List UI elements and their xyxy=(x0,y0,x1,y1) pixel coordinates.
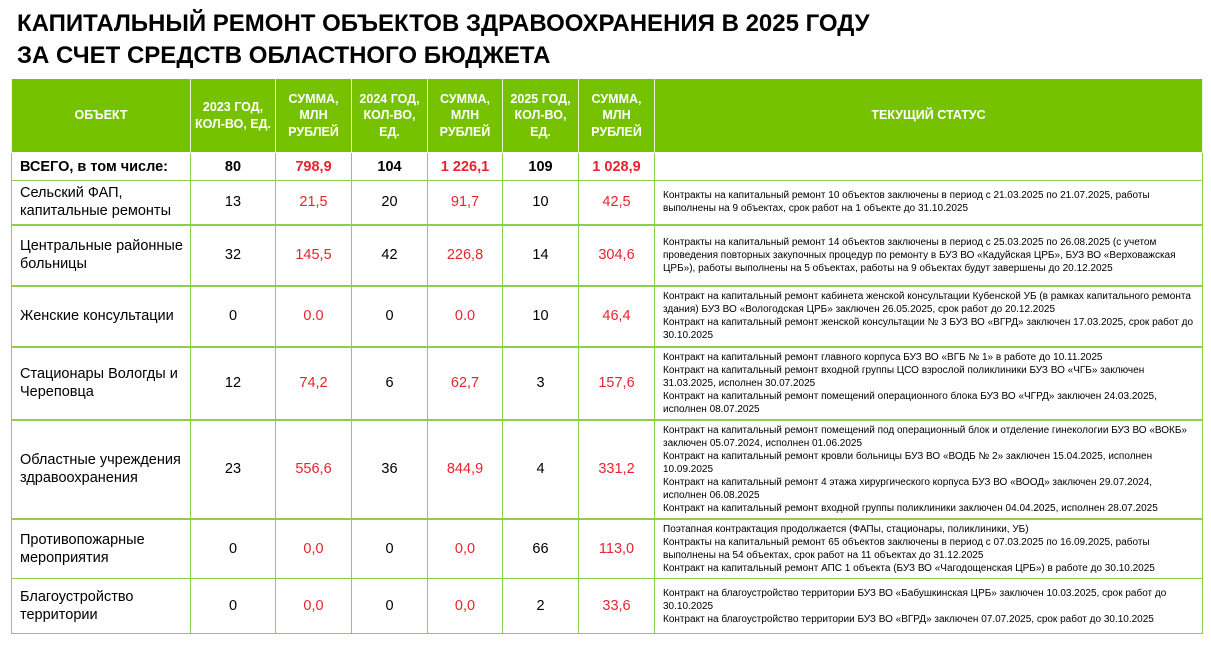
cell-object: Центральные районные больницы xyxy=(12,225,191,286)
cell-qty-2024: 36 xyxy=(352,420,428,519)
status-line: Контракт на капитальный ремонт 4 этажа хирургического корпуса БУЗ ВО «ВООД» заключен 29.07.2024, исполнен 06.08.2025 xyxy=(663,476,1153,501)
cell-qty-2024: 0 xyxy=(352,519,428,579)
header-sum-2023: СУММА, МЛН РУБЛЕЙ xyxy=(276,79,352,153)
cell-sum-2024: 0,0 xyxy=(428,579,503,634)
header-object: ОБЪЕКТ xyxy=(12,79,191,153)
cell-sum-2025: 113,0 xyxy=(579,519,655,579)
status-line: Контракт на капитальный ремонт входной группы ЦСО взрослой поликлиники БУЗ ВО «ЧГБ» заключен 31.03.2025, исполнен 30.07.2025 xyxy=(663,364,1145,389)
cell-status xyxy=(655,420,1203,519)
table-row xyxy=(12,181,1203,225)
cell-object: Стационары Вологды и Череповца xyxy=(12,347,191,420)
cell-qty-2023: 13 xyxy=(191,181,276,225)
status-line: Контракт на капитальный ремонт АПС 1 объекта (БУЗ ВО «Чагодощенская ЦРБ») в работе до 30.10.2025 xyxy=(663,562,1155,574)
cell-qty-2024: 0 xyxy=(352,579,428,634)
cell-qty-2024: 0 xyxy=(352,286,428,347)
cell-object: ВСЕГО, в том числе: xyxy=(12,153,191,181)
cell-sum-2023: 74,2 xyxy=(276,347,352,420)
title-line-2: ЗА СЧЕТ СРЕДСТВ ОБЛАСТНОГО БЮДЖЕТА xyxy=(17,42,551,69)
cell-sum-2024: 91,7 xyxy=(428,181,503,225)
table-row xyxy=(12,225,1203,286)
cell-qty-2025: 66 xyxy=(503,519,579,579)
cell-sum-2025: 46,4 xyxy=(579,286,655,347)
status-line: Контракт на капитальный ремонт помещений под операционный блок и отделение гинекологии БУЗ ВО «ВОКБ» заключен 05.07.2024, исполнен 01.06.2025 xyxy=(663,424,1187,449)
cell-qty-2023: 32 xyxy=(191,225,276,286)
cell-sum-2025: 157,6 xyxy=(579,347,655,420)
cell-sum-2023: 0,0 xyxy=(276,579,352,634)
header-status: ТЕКУЩИЙ СТАТУС xyxy=(655,79,1203,153)
cell-qty-2025: 4 xyxy=(503,420,579,519)
status-line: Поэтапная контрактация продолжается (ФАПы, стационары, поликлиники, УБ) xyxy=(663,523,1029,535)
cell-qty-2025: 2 xyxy=(503,579,579,634)
capital-repair-table xyxy=(11,78,1203,634)
cell-qty-2024: 42 xyxy=(352,225,428,286)
cell-qty-2025: 10 xyxy=(503,286,579,347)
cell-sum-2024: 1 226,1 xyxy=(428,153,503,181)
table-row xyxy=(12,519,1203,579)
status-line: Контракт на капитальный ремонт входной группы поликлиники заключен 04.04.2025, исполнен 28.07.2025 xyxy=(663,502,1158,514)
cell-status xyxy=(655,579,1203,634)
status-line: Контракт на капитальный ремонт кабинета женской консультации Кубенской УБ (в рамках капитального ремонта здания) БУЗ ВО «Вологодская ЦРБ» заключен 26.05.2025, срок работ до 20.12.2025 xyxy=(663,291,1191,315)
cell-sum-2023: 145,5 xyxy=(276,225,352,286)
cell-object: Сельский ФАП, капитальные ремонты xyxy=(12,181,191,225)
cell-status xyxy=(655,225,1203,286)
cell-sum-2023: 0,0 xyxy=(276,519,352,579)
table-row xyxy=(12,420,1203,519)
page-title xyxy=(17,8,870,72)
cell-qty-2024: 6 xyxy=(352,347,428,420)
header-qty-2025: 2025 ГОД, КОЛ-ВО, ЕД. xyxy=(503,79,579,153)
cell-object: Благоустройство территории xyxy=(12,579,191,634)
table-header-row xyxy=(12,79,1203,153)
cell-qty-2023: 0 xyxy=(191,519,276,579)
cell-sum-2025: 42,5 xyxy=(579,181,655,225)
cell-sum-2024: 0,0 xyxy=(428,519,503,579)
status-line: Контракт на капитальный ремонт главного корпуса БУЗ ВО «ВГБ № 1» в работе до 10.11.2025 xyxy=(663,351,1103,363)
cell-sum-2025: 331,2 xyxy=(579,420,655,519)
table-row-total xyxy=(12,153,1203,181)
cell-qty-2023: 12 xyxy=(191,347,276,420)
header-sum-2025: СУММА, МЛН РУБЛЕЙ xyxy=(579,79,655,153)
cell-sum-2023: 556,6 xyxy=(276,420,352,519)
cell-sum-2023: 0.0 xyxy=(276,286,352,347)
cell-object: Областные учреждения здравоохранения xyxy=(12,420,191,519)
cell-sum-2023: 798,9 xyxy=(276,153,352,181)
cell-qty-2025: 14 xyxy=(503,225,579,286)
status-line: Контракты на капитальный ремонт 10 объектов заключены в период с 21.03.2025 по 21.07.2025, работы выполнены на 9 объектах, срок работ на 1 объекте до 31.10.2025 xyxy=(663,190,1150,215)
title-line-1: КАПИТАЛЬНЫЙ РЕМОНТ ОБЪЕКТОВ ЗДРАВООХРАНЕНИЯ В 2025 ГОДУ xyxy=(17,10,870,37)
cell-qty-2025: 109 xyxy=(503,153,579,181)
table-row xyxy=(12,579,1203,634)
cell-sum-2025: 304,6 xyxy=(579,225,655,286)
cell-status xyxy=(655,286,1203,347)
cell-qty-2025: 3 xyxy=(503,347,579,420)
cell-status xyxy=(655,181,1203,225)
status-line: Контракт на капитальный ремонт женской консультации № 3 БУЗ ВО «ВГРД» заключен 17.03.2025, срок работ до 30.10.2025 xyxy=(663,317,1194,341)
cell-qty-2024: 104 xyxy=(352,153,428,181)
cell-status xyxy=(655,347,1203,420)
table-row xyxy=(12,347,1203,420)
cell-sum-2024: 62,7 xyxy=(428,347,503,420)
header-sum-2024: СУММА, МЛН РУБЛЕЙ xyxy=(428,79,503,153)
cell-qty-2023: 80 xyxy=(191,153,276,181)
cell-qty-2025: 10 xyxy=(503,181,579,225)
cell-status xyxy=(655,153,1203,181)
cell-sum-2024: 844,9 xyxy=(428,420,503,519)
cell-qty-2023: 0 xyxy=(191,286,276,347)
cell-sum-2023: 21,5 xyxy=(276,181,352,225)
header-qty-2024: 2024 ГОД, КОЛ-ВО, ЕД. xyxy=(352,79,428,153)
cell-qty-2023: 0 xyxy=(191,579,276,634)
cell-sum-2024: 226,8 xyxy=(428,225,503,286)
status-line: Контракт на капитальный ремонт помещений операционного блока БУЗ ВО «ЧГРД» заключен 24.03.2025, исполнен 08.07.2025 xyxy=(663,390,1157,415)
status-line: Контракты на капитальный ремонт 65 объектов заключены в период с 07.03.2025 по 16.09.2025, работы выполнены на 54 объектах, срок работ на 11 объектах до 31.12.2025 xyxy=(663,536,1150,561)
table-row xyxy=(12,286,1203,347)
status-line: Контракт на капитальный ремонт кровли больницы БУЗ ВО «ВОДБ № 2» заключен 15.04.2025, исполнен 10.09.2025 xyxy=(663,450,1153,475)
cell-status xyxy=(655,519,1203,579)
header-qty-2023: 2023 ГОД, КОЛ-ВО, ЕД. xyxy=(191,79,276,153)
cell-qty-2024: 20 xyxy=(352,181,428,225)
status-line: Контракт на благоустройство территории БУЗ ВО «Бабушкинская ЦРБ» заключен 10.03.2025, срок работ до 30.10.2025 xyxy=(663,587,1167,612)
status-line: Контракт на благоустройство территории БУЗ ВО «ВГРД» заключен 07.07.2025, срок работ до 30.10.2025 xyxy=(663,613,1154,625)
cell-sum-2024: 0.0 xyxy=(428,286,503,347)
cell-qty-2023: 23 xyxy=(191,420,276,519)
cell-object: Противопожарные мероприятия xyxy=(12,519,191,579)
cell-sum-2025: 33,6 xyxy=(579,579,655,634)
cell-sum-2025: 1 028,9 xyxy=(579,153,655,181)
cell-object: Женские консультации xyxy=(12,286,191,347)
status-line: Контракты на капитальный ремонт 14 объектов заключены в период с 25.03.2025 по 26.08.2025 (с учетом проведения повторных закупочных процедур по ремонту в БУЗ ВО «Кадуйская ЦРБ», БУЗ ВО «Верховажская ЦРБ»), работы выполнены на 5 объектах, работы на 9 объектах будут завершены до 20.12.2025 xyxy=(663,236,1176,274)
